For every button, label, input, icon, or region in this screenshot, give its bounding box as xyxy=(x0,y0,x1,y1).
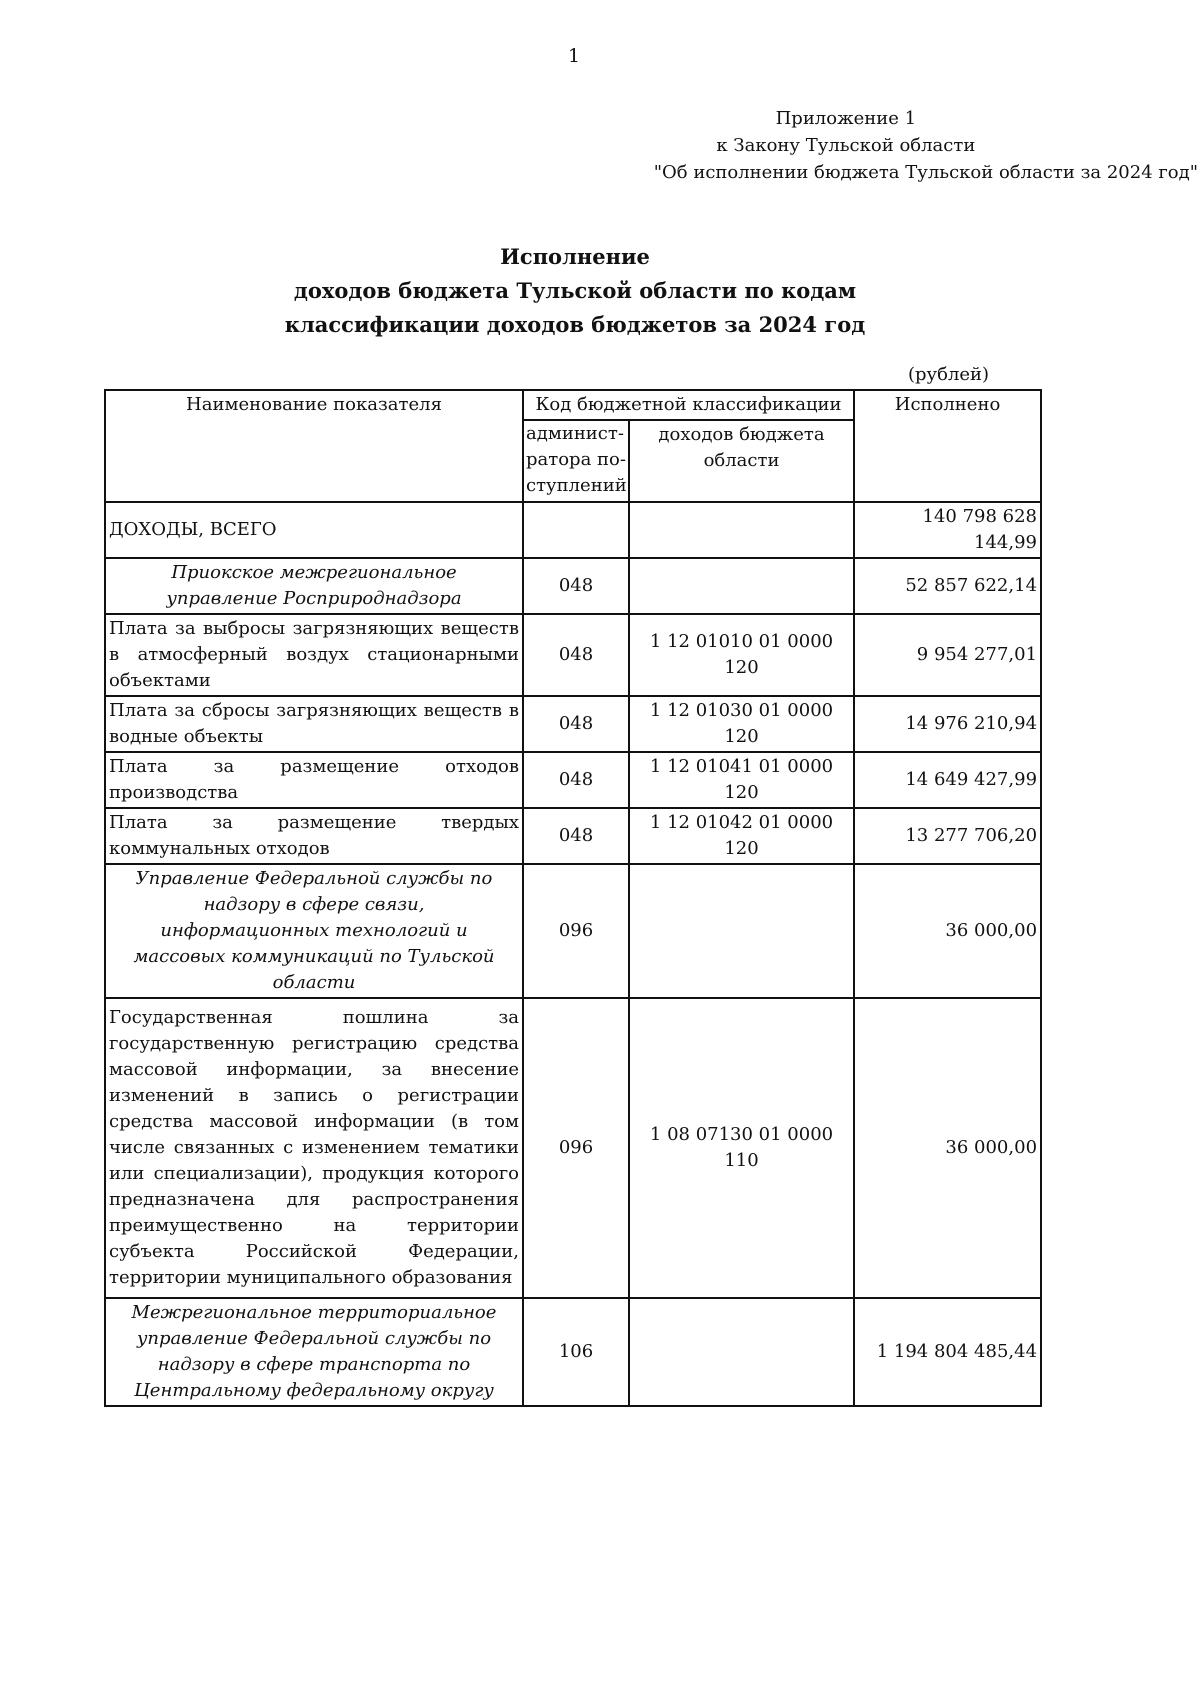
row-name: Межрегиональное территориальное управление Федеральной службы по надзору в сфере транспорта по Центральному федеральному округу xyxy=(105,1298,523,1406)
row-name: Плата за сбросы загрязняющих веществ в водные объекты xyxy=(105,696,523,752)
appendix-header xyxy=(653,105,1198,186)
title-line: Исполнение xyxy=(500,244,650,269)
header-name: Наименование показателя xyxy=(105,390,523,502)
appendix-line: к Закону Тульской области xyxy=(716,135,976,156)
row-income-code xyxy=(629,864,854,998)
row-income-code: 1 08 07130 01 0000 110 xyxy=(629,998,854,1298)
header-code-group: Код бюджетной классификации xyxy=(523,390,854,420)
title-line: классификации доходов бюджетов за 2024 год xyxy=(284,312,866,337)
appendix-line: Приложение 1 xyxy=(775,108,917,129)
row-name: Плата за размещение твердых коммунальных отходов xyxy=(105,808,523,864)
row-admin-code: 048 xyxy=(523,752,629,808)
table-row xyxy=(105,752,1041,808)
table-row xyxy=(105,1298,1041,1406)
table-row xyxy=(105,558,1041,614)
row-name: ДОХОДЫ, ВСЕГО xyxy=(105,502,523,558)
row-admin-code: 096 xyxy=(523,998,629,1298)
document-title xyxy=(0,240,1150,342)
row-name: Плата за размещение отходов производства xyxy=(105,752,523,808)
row-amount: 52 857 622,14 xyxy=(854,558,1041,614)
row-income-code: 1 12 01030 01 0000 120 xyxy=(629,696,854,752)
table-row xyxy=(105,502,1041,558)
row-amount: 14 649 427,99 xyxy=(854,752,1041,808)
table-row xyxy=(105,864,1041,998)
row-amount: 14 976 210,94 xyxy=(854,696,1041,752)
row-amount: 140 798 628 144,99 xyxy=(854,502,1041,558)
header-executed: Исполнено xyxy=(854,390,1041,502)
row-income-code xyxy=(629,1298,854,1406)
row-amount: 9 954 277,01 xyxy=(854,614,1041,696)
title-line: доходов бюджета Тульской области по кодам xyxy=(293,278,857,303)
row-name: Приокское межрегиональное управление Росприроднадзора xyxy=(105,558,523,614)
unit-label: (рублей) xyxy=(908,364,990,385)
appendix-line: "Об исполнении бюджета Тульской области за 2024 год" xyxy=(653,162,1198,183)
row-income-code: 1 12 01042 01 0000 120 xyxy=(629,808,854,864)
row-amount: 36 000,00 xyxy=(854,864,1041,998)
row-admin-code: 048 xyxy=(523,614,629,696)
table-row xyxy=(105,614,1041,696)
table-row xyxy=(105,998,1041,1298)
row-name: Плата за выбросы загрязняющих веществ в атмосферный воздух стационарными объектами xyxy=(105,614,523,696)
row-admin-code: 048 xyxy=(523,696,629,752)
row-admin-code: 048 xyxy=(523,558,629,614)
header-admin: админист- ратора по- ступлений xyxy=(523,420,629,502)
page-number: 1 xyxy=(567,45,581,67)
row-admin-code: 048 xyxy=(523,808,629,864)
row-name: Управление Федеральной службы по надзору в сфере связи, информационных технологий и массовых коммуникаций по Тульской области xyxy=(105,864,523,998)
row-income-code xyxy=(629,558,854,614)
row-income-code: 1 12 01041 01 0000 120 xyxy=(629,752,854,808)
row-admin-code: 106 xyxy=(523,1298,629,1406)
row-amount: 1 194 804 485,44 xyxy=(854,1298,1041,1406)
income-table xyxy=(104,389,1042,1407)
row-admin-code: 096 xyxy=(523,864,629,998)
row-income-code xyxy=(629,502,854,558)
header-income-code: доходов бюджета области xyxy=(629,420,854,502)
row-name: Государственная пошлина за государственную регистрацию средства массовой информации, за внесение изменений в запись о регистрации средства массовой информации (в том числе связанных с изменением тематики или специализации), продукция которого предназначена для распространения преимущественно на территории субъекта Российской Федерации, территории муниципального образования xyxy=(105,998,523,1298)
row-amount: 36 000,00 xyxy=(854,998,1041,1298)
table-row xyxy=(105,808,1041,864)
row-admin-code xyxy=(523,502,629,558)
table-row xyxy=(105,696,1041,752)
row-amount: 13 277 706,20 xyxy=(854,808,1041,864)
row-income-code: 1 12 01010 01 0000 120 xyxy=(629,614,854,696)
